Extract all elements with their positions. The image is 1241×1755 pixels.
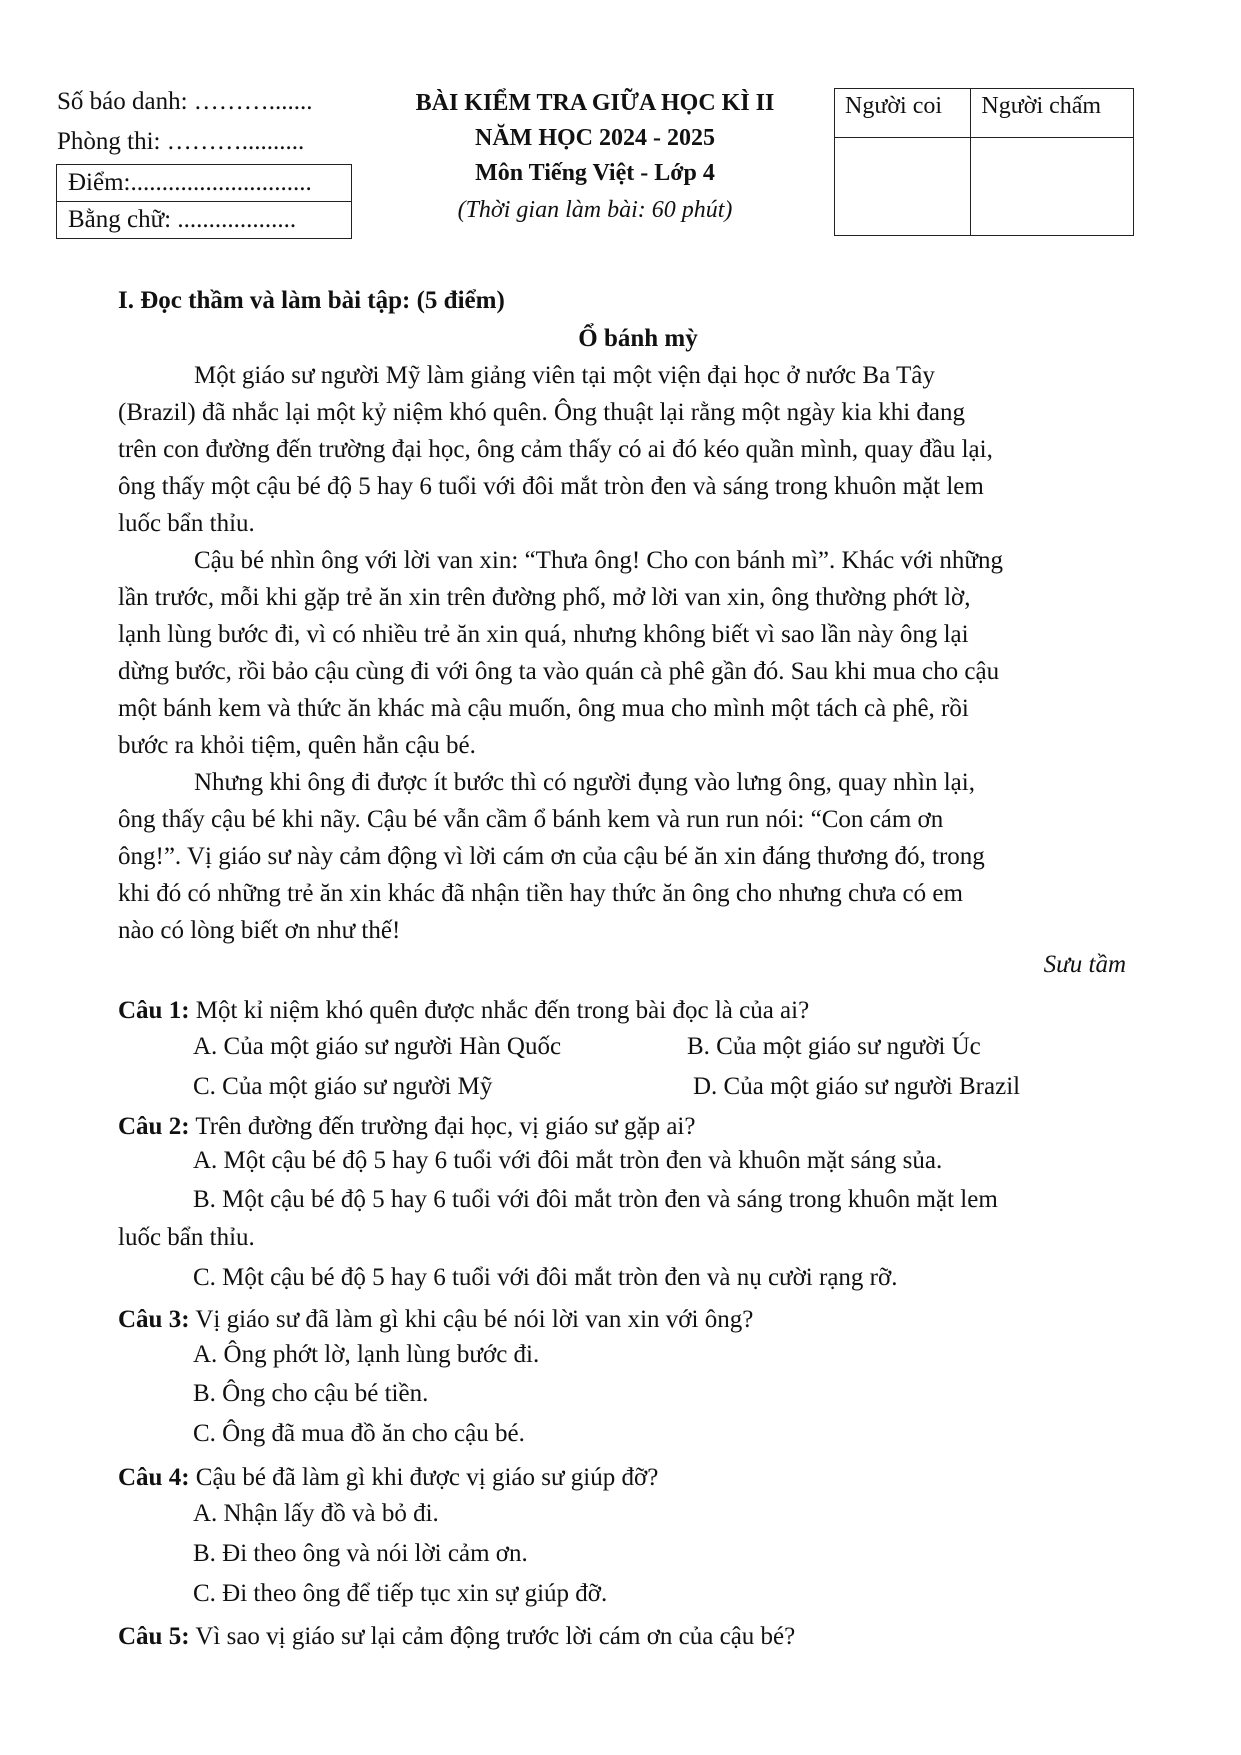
exam-room-field: Phòng thi: ……….......... (57, 128, 305, 155)
question-label: Câu 2: (118, 1113, 190, 1140)
question-label: Câu 3: (118, 1306, 190, 1333)
question-4 (118, 1459, 1158, 1496)
question-label: Câu 4: (118, 1464, 190, 1491)
passage-line: trên con đường đến trường đại học, ông cảm thấy có ai đó kéo quần mình, quay đầu lại, (118, 436, 993, 463)
question-label: Câu 1: (118, 997, 190, 1024)
question-1-option-d: D. Của một giáo sư người Brazil (693, 1073, 1021, 1100)
question-4-option-b: B. Đi theo ông và nói lời cảm ơn. (193, 1540, 528, 1567)
question-1-option-a: A. Của một giáo sư người Hàn Quốc (193, 1033, 562, 1060)
passage-line: ông thấy một cậu bé độ 5 hay 6 tuổi với đôi mắt tròn đen và sáng trong khuôn mặt lem (118, 473, 984, 500)
question-2 (118, 1108, 1158, 1145)
duration-line: (Thời gian làm bài: 60 phút) (457, 197, 733, 223)
question-1-option-c: C. Của một giáo sư người Mỹ (193, 1073, 493, 1100)
question-3-option-b: B. Ông cho cậu bé tiền. (193, 1380, 429, 1407)
question-3-option-c: C. Ông đã mua đồ ăn cho cậu bé. (193, 1420, 525, 1447)
question-3 (118, 1301, 1158, 1338)
grader-label: Người chấm (971, 89, 1134, 138)
passage-line: ông thấy cậu bé khi nãy. Cậu bé vẫn cầm ổ bánh kem và run run nói: “Con cám ơn (118, 806, 944, 833)
passage-line: bước ra khỏi tiệm, quên hẳn cậu bé. (118, 732, 476, 759)
question-label: Câu 5: (118, 1623, 190, 1650)
section-heading: I. Đọc thầm và làm bài tập: (5 điểm) (118, 287, 505, 314)
proctor-signature-cell (835, 138, 971, 236)
passage-line: Cậu bé nhìn ông với lời van xin: “Thưa ông! Cho con bánh mì”. Khác với những (194, 547, 1003, 574)
grader-signature-cell (971, 138, 1134, 236)
proctor-grader-table (834, 88, 1134, 236)
passage-line: (Brazil) đã nhắc lại một kỷ niệm khó quên. Ông thuật lại rằng một ngày kia khi đang (118, 399, 966, 426)
passage-line: dừng bước, rồi bảo cậu cùng đi với ông ta vào quán cà phê gần đó. Sau khi mua cho cậu (118, 658, 1000, 685)
question-2-option-b: B. Một cậu bé độ 5 hay 6 tuổi với đôi mắt tròn đen và sáng trong khuôn mặt lem (193, 1186, 998, 1213)
school-year: NĂM HỌC 2024 - 2025 (475, 125, 715, 151)
proctor-label: Người coi (835, 89, 971, 138)
question-3-option-a: A. Ông phớt lờ, lạnh lùng bước đi. (193, 1341, 540, 1368)
question-2-option-c: C. Một cậu bé độ 5 hay 6 tuổi với đôi mắt tròn đen và nụ cười rạng rỡ. (193, 1264, 898, 1291)
question-text: Một kỉ niệm khó quên được nhắc đến trong bài đọc là của ai? (189, 997, 810, 1024)
question-text: Trên đường đến trường đại học, vị giáo sư gặp ai? (189, 1113, 696, 1140)
passage-line: lạnh lùng bước đi, vì có nhiều trẻ ăn xin quá, nhưng không biết vì sao lần này ông lại (118, 621, 969, 648)
question-4-option-c: C. Đi theo ông để tiếp tục xin sự giúp đỡ. (193, 1580, 608, 1607)
question-text: Vị giáo sư đã làm gì khi cậu bé nói lời van xin với ông? (189, 1306, 754, 1333)
question-2-option-b-cont: luốc bẩn thỉu. (118, 1224, 255, 1251)
question-2-option-a: A. Một cậu bé độ 5 hay 6 tuổi với đôi mắt tròn đen và khuôn mặt sáng sủa. (193, 1147, 943, 1174)
question-5 (118, 1618, 1158, 1655)
candidate-number-field: Số báo danh: ………....... (57, 88, 313, 115)
question-1-option-b: B. Của một giáo sư người Úc (687, 1033, 981, 1060)
question-1 (118, 992, 1158, 1029)
passage-line: lần trước, mỗi khi gặp trẻ ăn xin trên đường phố, mở lời van xin, ông thường phớt lờ, (118, 584, 971, 611)
passage-line: ông!”. Vị giáo sư này cảm động vì lời cám ơn của cậu bé ăn xin đáng thương đó, trong (118, 843, 985, 870)
score-field: Điểm:............................. (56, 164, 352, 202)
passage-line: nào có lòng biết ơn như thế! (118, 917, 401, 944)
score-in-words-field: Bằng chữ: ................... (56, 201, 352, 239)
passage-line: Nhưng khi ông đi được ít bước thì có người đụng vào lưng ông, quay nhìn lại, (194, 769, 975, 796)
subject-line: Môn Tiếng Việt - Lớp 4 (475, 160, 715, 186)
question-text: Vì sao vị giáo sư lại cảm động trước lời cám ơn của cậu bé? (189, 1623, 796, 1650)
question-4-option-a: A. Nhận lấy đồ và bỏ đi. (193, 1500, 439, 1527)
passage-line: một bánh kem và thức ăn khác mà cậu muốn, ông mua cho mình một tách cà phê, rồi (118, 695, 969, 722)
passage-line: Một giáo sư người Mỹ làm giảng viên tại một viện đại học ở nước Ba Tây (194, 362, 935, 389)
passage-line: luốc bẩn thỉu. (118, 510, 255, 537)
question-text: Cậu bé đã làm gì khi được vị giáo sư giúp đỡ? (189, 1464, 659, 1491)
story-title: Ổ bánh mỳ (578, 325, 698, 352)
passage-line: khi đó có những trẻ ăn xin khác đã nhận tiền hay thức ăn ông cho nhưng chưa có em (118, 880, 963, 907)
exam-title: BÀI KIỂM TRA GIỮA HỌC KÌ II (415, 90, 775, 116)
source-credit: Sưu tầm (1043, 951, 1126, 978)
